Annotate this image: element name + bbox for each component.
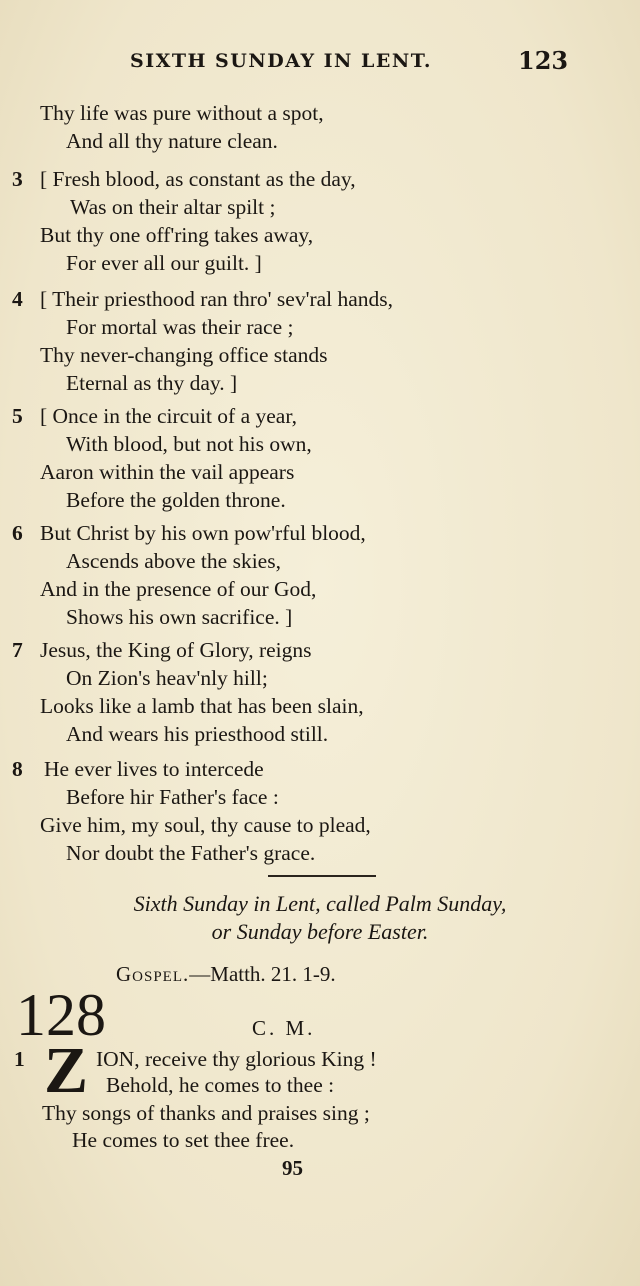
hymn-line: With blood, but not his own, (66, 432, 312, 456)
hymn-line: Thy never-changing office stands (40, 343, 328, 367)
hymn-line: Shows his own sacrifice. ] (66, 605, 293, 629)
hymn-line: Jesus, the King of Glory, reigns (40, 638, 312, 662)
hymn-line: For ever all our guilt. ] (66, 251, 262, 275)
verse-number: 7 (12, 638, 23, 662)
hymn-line: He comes to set thee free. (72, 1128, 295, 1152)
hymn-line: Was on their altar spilt ; (70, 195, 276, 219)
hymn-line: Eternal as thy day. ] (66, 371, 238, 395)
hymn-line: He ever lives to intercede (44, 757, 264, 781)
hymn-line: [ Fresh blood, as constant as the day, (40, 167, 356, 191)
hymn-line: Nor doubt the Father's grace. (66, 841, 316, 865)
hymn-number: 128 (16, 982, 106, 1048)
hymn-line: And in the presence of our God, (40, 577, 317, 601)
verse-number: 6 (12, 521, 23, 545)
hymn-line: Before the golden throne. (66, 488, 286, 512)
hymn-line: ION, receive thy glorious King ! (96, 1047, 377, 1071)
section-title-line1: Sixth Sunday in Lent, called Palm Sunday, (133, 891, 507, 916)
hymn-line: Give him, my soul, thy cause to plead, (40, 813, 371, 837)
gospel-reference (116, 962, 336, 987)
running-head: SIXTH SUNDAY IN LENT. (130, 50, 433, 72)
verse-number: 8 (12, 757, 23, 781)
hymn-line: Looks like a lamb that has been slain, (40, 694, 364, 718)
section-divider (268, 875, 376, 877)
page-number: 123 (518, 46, 569, 75)
hymn-line: But Christ by his own pow'rful blood, (40, 521, 366, 545)
hymn-line: Aaron within the vail appears (40, 460, 295, 484)
hymn-line: Before hir Father's face : (66, 785, 279, 809)
hymn-line: Ascends above the skies, (66, 549, 281, 573)
page-header (0, 46, 640, 80)
hymn-line: Thy life was pure without a spot, (40, 101, 324, 125)
gospel-citation: —Matth. 21. 1-9. (189, 962, 336, 986)
hymn-line: Thy songs of thanks and praises sing ; (42, 1101, 370, 1125)
hymn-line: Behold, he comes to thee : (106, 1073, 335, 1097)
hymn-line: And wears his priesthood still. (66, 722, 329, 746)
gospel-label: Gospel. (116, 962, 190, 986)
verse-number: 4 (12, 287, 23, 311)
hymn-line: [ Their priesthood ran thro' sev'ral hands, (40, 287, 394, 311)
verse-number: 1 (14, 1047, 25, 1071)
hymn-line: For mortal was their race ; (66, 315, 294, 339)
hymn-line: [ Once in the circuit of a year, (40, 404, 298, 428)
hymn-line: But thy one off'ring takes away, (40, 223, 314, 247)
verse-number: 3 (12, 167, 23, 191)
hymn-line: And all thy nature clean. (66, 129, 278, 153)
drop-cap: Z (44, 1034, 89, 1107)
signature-mark: 95 (282, 1156, 303, 1180)
section-title-line2: or Sunday before Easter. (211, 919, 429, 944)
hymn-meter: C. M. (252, 1016, 316, 1040)
hymn-line: On Zion's heav'nly hill; (66, 666, 268, 690)
verse-number: 5 (12, 404, 23, 428)
